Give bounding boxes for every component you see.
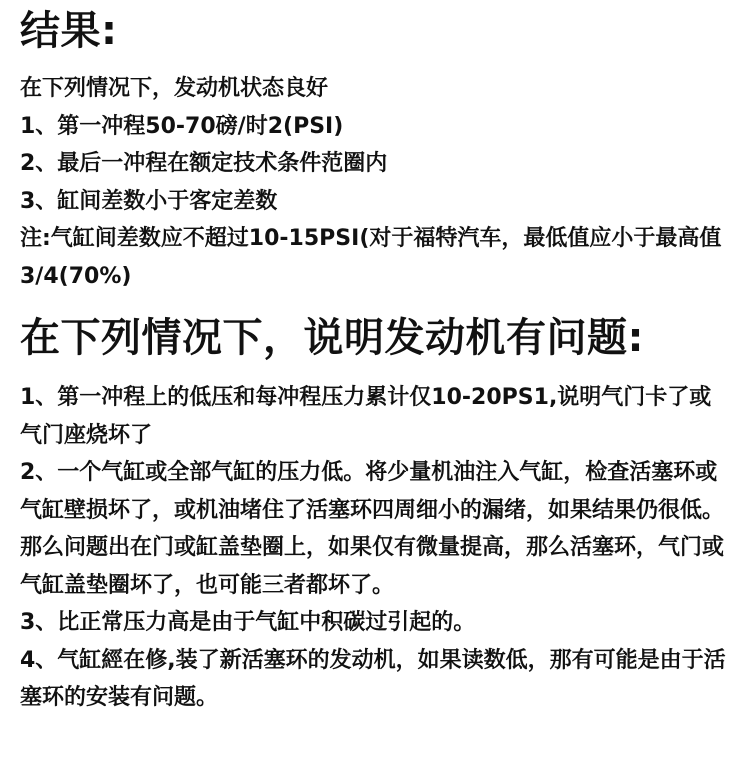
problem-heading: 在下列情况下，说明发动机有问题: [20,315,644,361]
problem-list [20,379,732,717]
problem-item-1: 1、第一冲程上的低压和每冲程压力累计仅10-20PS1,说明气门卡了或气门座烧坏了 [20,385,712,448]
good-condition-block [20,70,732,295]
problem-item-2: 2、一个气缸或全部气缸的压力低。将少量机油注入气缸，检查活塞环或气缸壁损坏了，或机油堵住了活塞环四周细小的漏绪，如果结果仍很低。那么问题出在门或缸盖垫圈上，如果仅有微量提高，那么活塞环，气门或气缸盖垫圈坏了，也可能三者都坏了。 [20,460,725,598]
problem-item-3: 3、比正常压力高是由于气缸中积碳过引起的。 [20,610,476,635]
good-condition-item-3: 3、缸间差数小于客定差数 [20,188,278,214]
good-condition-item-2: 2、最后一冲程在额定技术条件范圈内 [20,151,388,176]
good-condition-intro: 在下列情况下，发动机状态良好 [20,76,329,101]
good-condition-note: 注:气缸间差数应不超过10-15PSI(对于福特汽车，最低值应小于最高值3/4(70%) [20,226,722,289]
results-heading: 结果: [20,8,118,54]
problem-item-4: 4、气缸經在修,装了新活塞环的发动机，如果读数低，那有可能是由于活塞环的安装有问题。 [20,647,726,710]
good-condition-item-1: 1、第一冲程50-70磅/时2(PSI) [20,113,344,139]
